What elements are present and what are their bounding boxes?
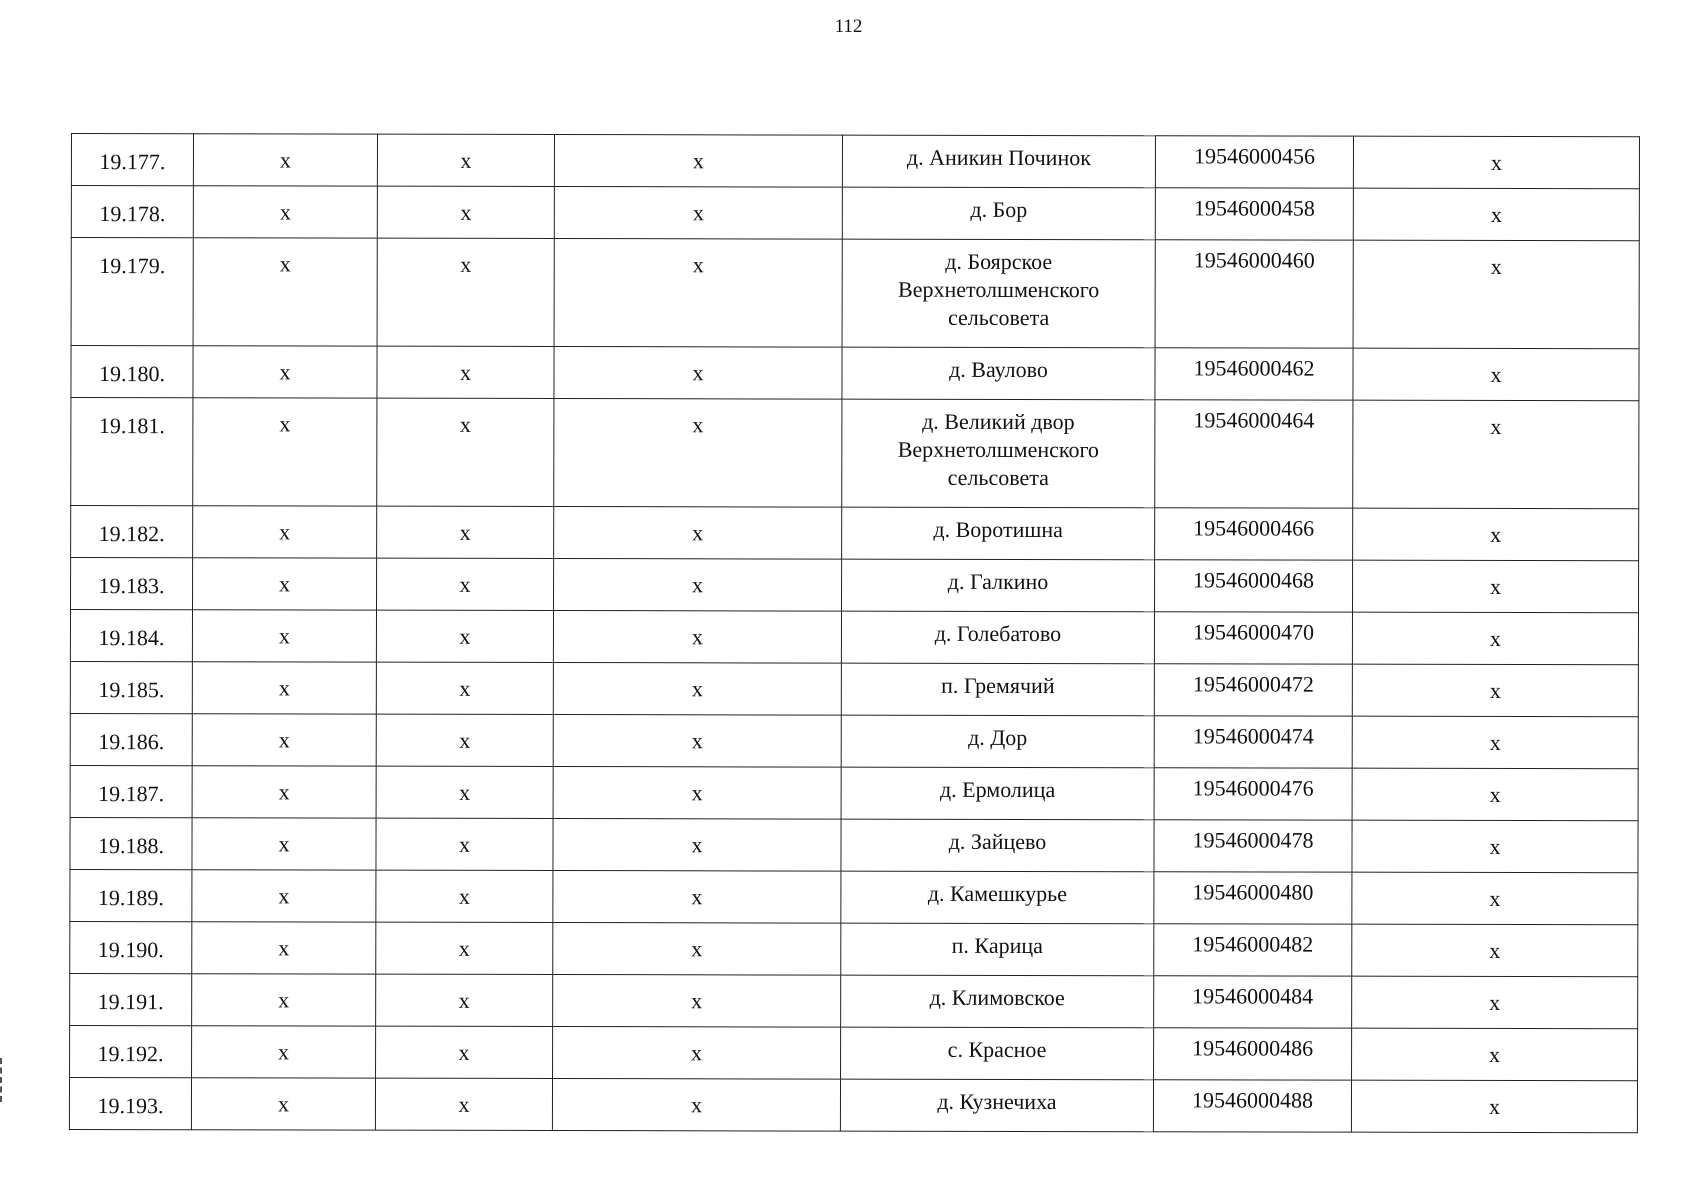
oktmo-code-cell: 19546000488 bbox=[1153, 1080, 1351, 1132]
x-cell: x bbox=[1351, 1080, 1637, 1133]
row-number-cell: 19.190. bbox=[70, 921, 192, 973]
oktmo-code-cell: 19546000458 bbox=[1155, 188, 1353, 240]
table-body bbox=[69, 134, 1639, 1133]
settlement-name-cell: с. Красное bbox=[841, 1027, 1154, 1080]
oktmo-code-cell: 19546000480 bbox=[1154, 872, 1352, 924]
x-cell: x bbox=[552, 1079, 840, 1132]
x-cell: x bbox=[1352, 820, 1638, 873]
row-number-cell: 19.193. bbox=[69, 1077, 191, 1129]
settlement-name-cell: д. Кузнечиха bbox=[840, 1079, 1153, 1132]
settlement-name-cell: д. Воротишна bbox=[842, 507, 1155, 560]
oktmo-code-cell: 19546000484 bbox=[1154, 976, 1352, 1028]
x-cell: x bbox=[377, 506, 554, 558]
row-number-cell: 19.187. bbox=[70, 765, 192, 817]
x-cell: x bbox=[377, 134, 554, 186]
row-number-cell: 19.185. bbox=[70, 661, 192, 713]
x-cell: x bbox=[377, 238, 554, 346]
row-number-cell: 19.192. bbox=[70, 1025, 192, 1077]
row-number-cell: 19.182. bbox=[71, 506, 193, 558]
x-cell: x bbox=[554, 239, 842, 348]
x-cell: x bbox=[376, 766, 553, 818]
x-cell: x bbox=[553, 1027, 841, 1080]
row-number-cell: 19.184. bbox=[70, 610, 192, 662]
table-row bbox=[71, 134, 1639, 189]
x-cell: x bbox=[192, 1026, 376, 1078]
x-cell: x bbox=[193, 558, 377, 610]
x-cell: x bbox=[377, 398, 554, 506]
settlement-name-cell: д. Голебатово bbox=[841, 611, 1154, 664]
x-cell: x bbox=[553, 715, 841, 768]
x-cell: x bbox=[553, 663, 841, 716]
x-cell: x bbox=[553, 871, 841, 924]
settlement-name-cell: п. Гремячий bbox=[841, 663, 1154, 716]
x-cell: x bbox=[1353, 348, 1639, 401]
x-cell: x bbox=[192, 922, 376, 974]
x-cell: x bbox=[1352, 1028, 1638, 1081]
oktmo-code-cell: 19546000478 bbox=[1154, 820, 1352, 872]
table-row bbox=[70, 661, 1638, 716]
x-cell: x bbox=[1352, 560, 1638, 613]
x-cell: x bbox=[1353, 240, 1639, 349]
oktmo-code-cell: 19546000476 bbox=[1154, 768, 1352, 820]
x-cell: x bbox=[1352, 872, 1638, 925]
table-row bbox=[70, 713, 1638, 768]
row-number-cell: 19.191. bbox=[70, 973, 192, 1025]
x-cell: x bbox=[192, 766, 376, 818]
settlement-name-cell: д. Климовское bbox=[841, 975, 1154, 1028]
settlement-name-cell: д. Галкино bbox=[842, 559, 1155, 612]
oktmo-code-cell: 19546000466 bbox=[1155, 508, 1353, 560]
settlement-name-cell: д. Боярское Верхнетолшменского сельсовета bbox=[842, 239, 1155, 348]
x-cell: x bbox=[193, 346, 377, 398]
settlements-table bbox=[69, 133, 1640, 1133]
x-cell: x bbox=[553, 611, 841, 664]
table-row bbox=[70, 765, 1638, 820]
x-cell: x bbox=[553, 767, 841, 820]
x-cell: x bbox=[554, 559, 842, 612]
settlement-name-cell: п. Карица bbox=[841, 923, 1154, 976]
table-row bbox=[71, 346, 1639, 401]
x-cell: x bbox=[1353, 188, 1639, 241]
settlement-name-cell: д. Ермолица bbox=[841, 767, 1154, 820]
x-cell: x bbox=[192, 870, 376, 922]
x-cell: x bbox=[1352, 664, 1638, 717]
x-cell: x bbox=[377, 346, 554, 398]
settlement-name-cell: д. Аникин Починок bbox=[842, 135, 1155, 188]
oktmo-code-cell: 19546000472 bbox=[1154, 664, 1352, 716]
x-cell: x bbox=[376, 818, 553, 870]
settlement-name-cell: д. Бор bbox=[842, 187, 1155, 240]
scan-margin-marks bbox=[0, 1058, 6, 1102]
x-cell: x bbox=[376, 662, 553, 714]
table-row bbox=[69, 1077, 1637, 1132]
x-cell: x bbox=[554, 507, 842, 560]
x-cell: x bbox=[377, 558, 554, 610]
x-cell: x bbox=[192, 610, 376, 662]
x-cell: x bbox=[554, 135, 842, 188]
x-cell: x bbox=[1352, 768, 1638, 821]
table-row bbox=[71, 186, 1639, 241]
x-cell: x bbox=[377, 186, 554, 238]
x-cell: x bbox=[1353, 136, 1639, 189]
settlement-name-cell: д. Дор bbox=[841, 715, 1154, 768]
table-row bbox=[71, 558, 1639, 613]
table-row bbox=[71, 238, 1639, 349]
x-cell: x bbox=[193, 134, 377, 186]
table-row bbox=[70, 869, 1638, 924]
settlement-name-cell: д. Ваулово bbox=[842, 347, 1155, 400]
row-number-cell: 19.177. bbox=[71, 134, 193, 186]
x-cell: x bbox=[1352, 612, 1638, 665]
x-cell: x bbox=[375, 1078, 552, 1130]
row-number-cell: 19.181. bbox=[71, 398, 193, 506]
x-cell: x bbox=[553, 975, 841, 1028]
table-row bbox=[70, 817, 1638, 872]
row-number-cell: 19.183. bbox=[71, 558, 193, 610]
table-row bbox=[70, 973, 1638, 1028]
page-number: 112 bbox=[834, 16, 863, 37]
x-cell: x bbox=[192, 818, 376, 870]
x-cell: x bbox=[376, 1026, 553, 1078]
settlement-name-cell: д. Великий двор Верхнетолшменского сельсовета bbox=[842, 399, 1155, 508]
oktmo-code-cell: 19546000474 bbox=[1154, 716, 1352, 768]
row-number-cell: 19.180. bbox=[71, 346, 193, 398]
x-cell: x bbox=[193, 506, 377, 558]
oktmo-code-cell: 19546000460 bbox=[1155, 240, 1353, 348]
table-row bbox=[70, 610, 1638, 665]
x-cell: x bbox=[1352, 924, 1638, 977]
x-cell: x bbox=[192, 662, 376, 714]
x-cell: x bbox=[554, 347, 842, 400]
row-number-cell: 19.179. bbox=[71, 238, 193, 346]
x-cell: x bbox=[192, 974, 376, 1026]
x-cell: x bbox=[193, 238, 377, 346]
table-row bbox=[71, 398, 1639, 509]
settlement-name-cell: д. Зайцево bbox=[841, 819, 1154, 872]
row-number-cell: 19.178. bbox=[71, 186, 193, 238]
row-number-cell: 19.189. bbox=[70, 869, 192, 921]
x-cell: x bbox=[376, 974, 553, 1026]
x-cell: x bbox=[554, 187, 842, 240]
oktmo-code-cell: 19546000464 bbox=[1155, 400, 1353, 508]
oktmo-code-cell: 19546000468 bbox=[1154, 560, 1352, 612]
table-row bbox=[70, 921, 1638, 976]
x-cell: x bbox=[193, 398, 377, 506]
settlements-table-wrap bbox=[69, 133, 1640, 1133]
x-cell: x bbox=[192, 714, 376, 766]
oktmo-code-cell: 19546000470 bbox=[1154, 612, 1352, 664]
x-cell: x bbox=[191, 1078, 375, 1130]
x-cell: x bbox=[553, 923, 841, 976]
x-cell: x bbox=[553, 819, 841, 872]
x-cell: x bbox=[376, 610, 553, 662]
row-number-cell: 19.188. bbox=[70, 817, 192, 869]
oktmo-code-cell: 19546000486 bbox=[1154, 1028, 1352, 1080]
x-cell: x bbox=[193, 186, 377, 238]
x-cell: x bbox=[1353, 508, 1639, 561]
x-cell: x bbox=[376, 922, 553, 974]
table-row bbox=[70, 1025, 1638, 1080]
oktmo-code-cell: 19546000456 bbox=[1155, 136, 1353, 188]
table-row bbox=[71, 506, 1639, 561]
x-cell: x bbox=[376, 714, 553, 766]
x-cell: x bbox=[554, 399, 842, 508]
x-cell: x bbox=[1353, 400, 1639, 509]
row-number-cell: 19.186. bbox=[70, 713, 192, 765]
oktmo-code-cell: 19546000482 bbox=[1154, 924, 1352, 976]
x-cell: x bbox=[1352, 716, 1638, 769]
x-cell: x bbox=[1352, 976, 1638, 1029]
x-cell: x bbox=[376, 870, 553, 922]
settlement-name-cell: д. Камешкурье bbox=[841, 871, 1154, 924]
oktmo-code-cell: 19546000462 bbox=[1155, 348, 1353, 400]
